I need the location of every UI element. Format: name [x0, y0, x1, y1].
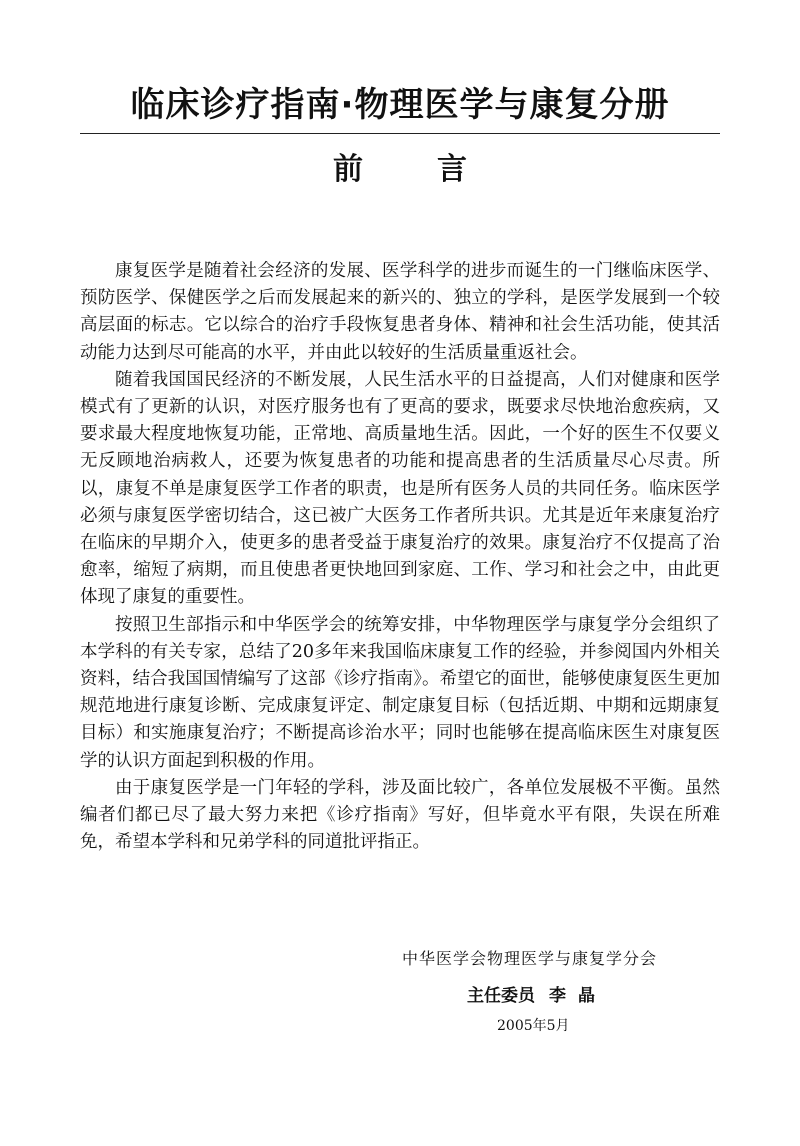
- book-title: 临床诊疗指南·物理医学与康复分册: [130, 85, 670, 125]
- section-title-right: 言: [437, 152, 467, 187]
- signature-role: 主任委员: [467, 986, 535, 1006]
- section-title-left: 前: [333, 152, 363, 187]
- preface-body: [80, 258, 720, 856]
- signature-name: 李晶: [549, 986, 607, 1006]
- title-divider: [80, 133, 720, 134]
- preface-paragraph-2: 随着我国国民经济的不断发展，人民生活水平的日益提高，人们对健康和医学模式有了更新的认识，对医疗服务也有了更高的要求，既要求尽快地治愈疾病，又要求最大程度地恢复功能，正常地、高质量地生活。因此，一个好的医生不仅要义无反顾地治病救人，还要为恢复患者的功能和提高患者的生活质量尽心尽责。所以，康复不单是康复医学工作者的职责，也是所有医务人员的共同任务。临床医学必须与康复医学密切结合，这已被广大医务工作者所共识。尤其是近年来康复治疗在临床的早期介入，使更多的患者受益于康复治疗的效果。康复治疗不仅提高了治愈率，缩短了病期，而且使患者更快地回到家庭、工作、学习和社会之中，由此更体现了康复的重要性。: [80, 369, 720, 608]
- preface-paragraph-3: 按照卫生部指示和中华医学会的统筹安排，中华物理医学与康复学分会组织了本学科的有关专家，总结了20多年来我国临床康复工作的经验，并参阅国内外相关资料，结合我国国情编写了这部《诊疗指南》。希望它的面世，能够使康复医生更加规范地进行康复诊断、完成康复评定、制定康复目标（包括近期、中期和远期康复目标）和实施康复治疗；不断提高诊治水平；同时也能够在提高临床医生对康复医学的认识方面起到积极的作用。: [80, 614, 720, 771]
- signature-person: [467, 984, 607, 1008]
- section-title: [0, 150, 800, 190]
- signature-date: 2005年5月: [497, 1018, 570, 1034]
- signature-organization: 中华医学会物理医学与康复学分会: [402, 949, 658, 968]
- preface-paragraph-4: 由于康复医学是一门年轻的学科，涉及面比较广，各单位发展极不平衡。虽然编者们都已尽了最大努力来把《诊疗指南》写好，但毕竟水平有限，失误在所难免，希望本学科和兄弟学科的同道批评指正。: [80, 777, 720, 853]
- preface-paragraph-1: 康复医学是随着社会经济的发展、医学科学的进步而诞生的一门继临床医学、预防医学、保健医学之后而发展起来的新兴的、独立的学科，是医学发展到一个较高层面的标志。它以综合的治疗手段恢复患者身体、精神和社会生活功能，使其活动能力达到尽可能高的水平，并由此以较好的生活质量重返社会。: [80, 261, 720, 363]
